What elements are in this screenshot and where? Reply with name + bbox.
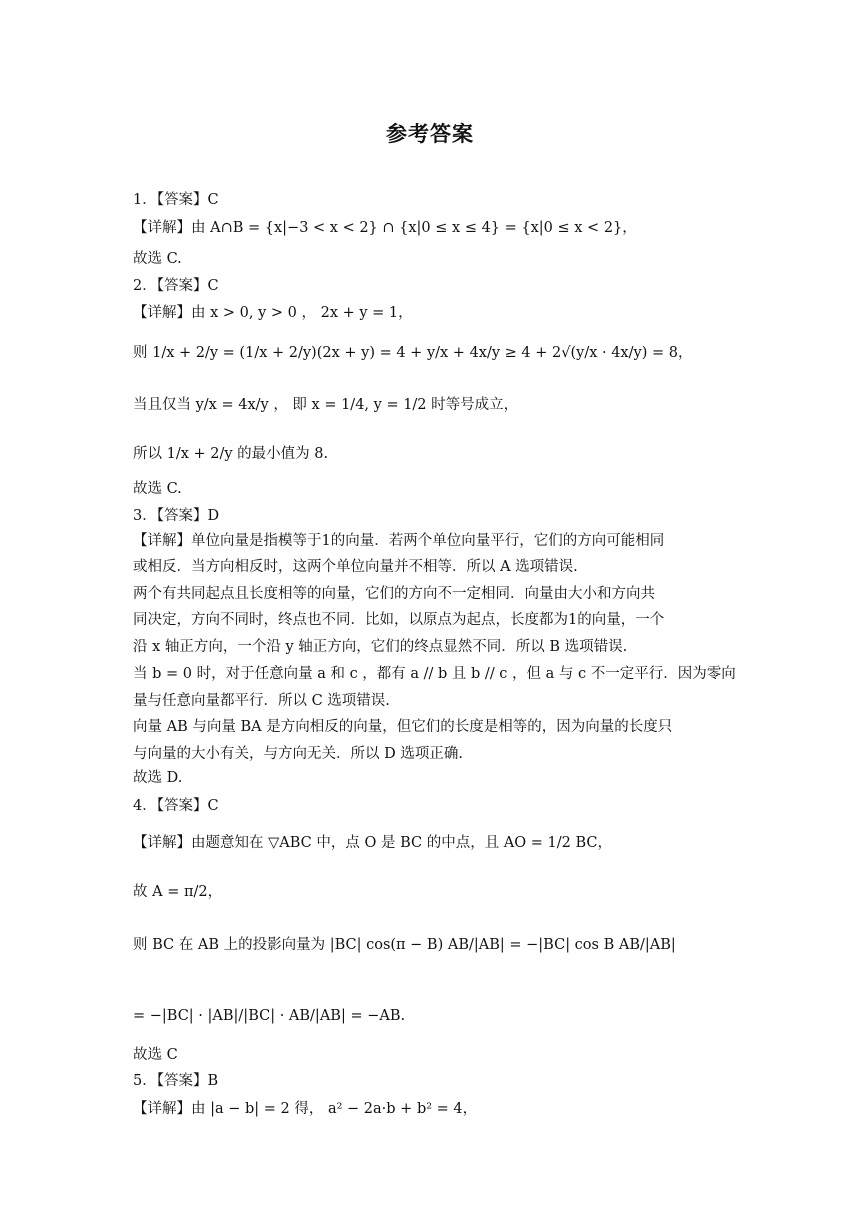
detail-3-a1: 【详解】单位向量是指模等于1的向量．若两个单位向量平行，它们的方向可能相同	[133, 533, 665, 549]
detail-3-c1: 当 b = 0 时，对于任意向量 a 和 c ，都有 a // b 且 b // c ，但 a 与 c 不一定平行．因为零向	[133, 666, 736, 682]
detail-2: 【详解】由 x > 0, y > 0 ， 2x + y = 1，	[133, 305, 413, 321]
detail-1: 【详解】由 A∩B = {x|−3 < x < 2} ∩ {x|0 ≤ x ≤ 4} = {x|0 ≤ x < 2}，	[133, 220, 637, 236]
detail-2-min: 所以 1/x + 2/y 的最小值为 8.	[133, 446, 329, 462]
detail-4-result: = −|BC| · |AB|/|BC| · AB/|AB| = −AB.	[133, 1008, 406, 1024]
answer-4: 4．【答案】C	[133, 798, 219, 814]
detail-4-projection: 则 BC 在 AB 上的投影向量为 |BC| cos(π − B) AB/|AB| = −|BC| cos B AB/|AB|	[133, 937, 676, 953]
detail-4: 【详解】由题意知在 ▽ABC 中，点 O 是 BC 的中点，且 AO = 1/2 BC，	[133, 835, 613, 851]
detail-5: 【详解】由 |a − b| = 2 得， a² − 2a·b + b² = 4，	[133, 1101, 478, 1117]
detail-3-a2: 或相反．当方向相反时，这两个单位向量并不相等．所以 A 选项错误.	[133, 559, 578, 575]
answer-1: 1．【答案】C	[133, 192, 219, 208]
detail-3-b1: 两个有共同起点且长度相等的向量，它们的方向不一定相同．向量由大小和方向共	[133, 586, 655, 602]
choice-3: 故选 D.	[133, 770, 183, 786]
detail-3-d1: 向量 AB 与向量 BA 是方向相反的向量，但它们的长度是相等的，因为向量的长度只	[133, 719, 673, 735]
detail-2-step: 则 1/x + 2/y = (1/x + 2/y)(2x + y) = 4 + y/x + 4x/y ≥ 4 + 2√(y/x · 4x/y) = 8，	[133, 345, 693, 361]
page-title: 参考答案	[386, 122, 474, 146]
detail-3-d2: 与向量的大小有关，与方向无关．所以 D 选项正确.	[133, 746, 463, 762]
answer-3: 3．【答案】D	[133, 508, 220, 524]
detail-3-b2: 同决定，方向不同时，终点也不同．比如，以原点为起点，长度都为1的向量，一个	[133, 612, 665, 628]
detail-2-equality: 当且仅当 y/x = 4x/y ， 即 x = 1/4, y = 1/2 时等号成立，	[133, 397, 519, 413]
choice-2: 故选 C.	[133, 481, 182, 497]
detail-4-angle: 故 A = π/2，	[133, 884, 223, 900]
choice-1: 故选 C.	[133, 251, 182, 267]
answer-2: 2．【答案】C	[133, 278, 219, 294]
detail-3-c2: 量与任意向量都平行．所以 C 选项错误.	[133, 693, 390, 709]
answer-5: 5．【答案】B	[133, 1073, 219, 1089]
detail-3-b3: 沿 x 轴正方向，一个沿 y 轴正方向，它们的终点显然不同．所以 B 选项错误.	[133, 639, 628, 655]
choice-4: 故选 C	[133, 1047, 178, 1063]
